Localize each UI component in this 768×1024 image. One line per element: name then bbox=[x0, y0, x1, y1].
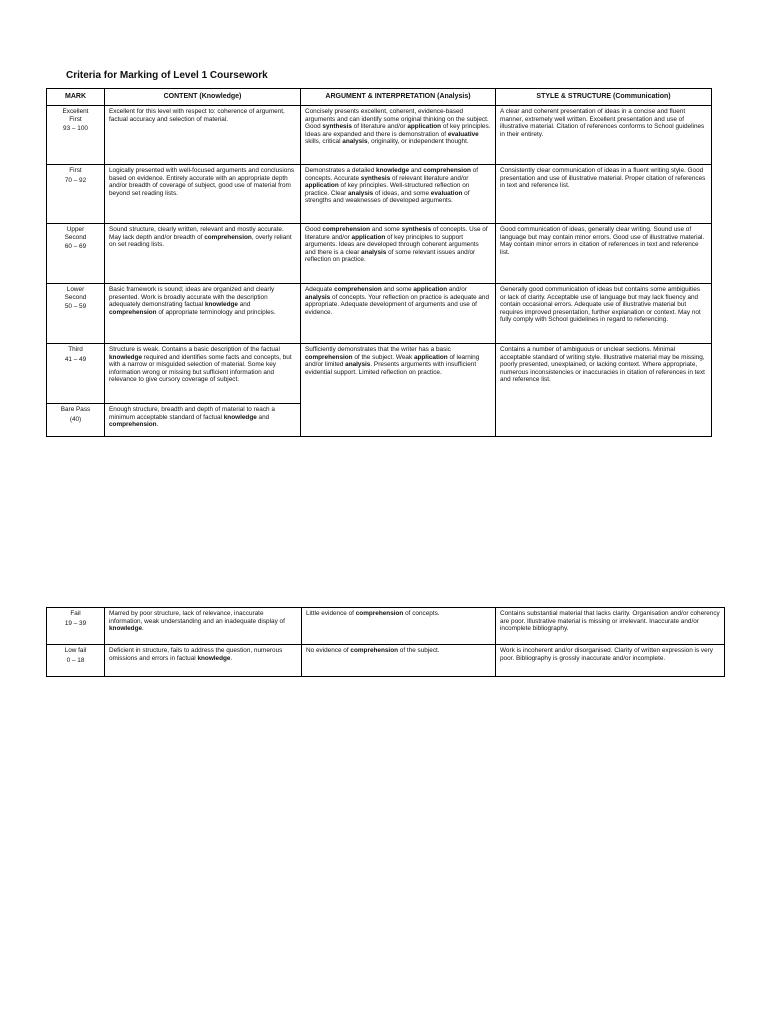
emphasis-term: comprehension bbox=[204, 233, 252, 241]
content-cell bbox=[105, 645, 302, 677]
emphasis-term: comprehension bbox=[305, 353, 353, 361]
cell-text: Concisely presents excellent, coherent, evidence-based arguments and can identify some original thinking on the subject. Good bbox=[305, 108, 489, 130]
cell-text: Generally good communication of ideas but contains some ambiguities or lack of clarity. Acceptable use of language but may lack fluency and contain occasional errors. Adequate use of illustrative material but requires improved presentation, further explanation or context. May not fully comply with School guidelines in regard to referencing. bbox=[500, 286, 701, 323]
criteria-table bbox=[46, 88, 712, 437]
mark-range: 50 – 59 bbox=[64, 303, 87, 310]
cell-text: of literature and/or bbox=[351, 123, 408, 130]
emphasis-term: application bbox=[413, 286, 448, 293]
content-cell bbox=[105, 284, 301, 344]
emphasis-term: comprehension bbox=[109, 308, 157, 316]
content-cell bbox=[105, 344, 301, 404]
mark-range: 19 – 39 bbox=[64, 619, 87, 627]
cell-text: of the subject. bbox=[398, 647, 440, 654]
mark-label: Upper bbox=[66, 226, 85, 233]
table-row bbox=[47, 165, 712, 224]
cell-text: Sound structure, clearly written, relevant and mostly accurate. May lack depth and/or breadth of bbox=[109, 226, 284, 241]
cell-text: Contains a number of ambiguous or unclear sections. Minimal acceptable standard of writing style. Illustrative material may be missing, poorly presented, unexplained, or lacking context. Where appropriate, numerous inconsistencies or inaccuracies in citation of references in text and reference list. bbox=[500, 346, 705, 383]
cell-text: Basic framework is sound; ideas are organized and clearly presented. Work is broadly accurate with the description adequately demonstrating factual bbox=[109, 286, 275, 308]
mark-range: 41 – 49 bbox=[64, 355, 87, 363]
cell-text: of key principles. Ideas are expanded and there is demonstration of bbox=[305, 123, 491, 138]
emphasis-term: analysis bbox=[347, 189, 374, 197]
cell-text: Work is incoherent and/or disorganised. Clarity of written expression is very poor. Bibliography is grossly inaccurate and/or incomplete. bbox=[500, 647, 713, 662]
emphasis-term: synthesis bbox=[360, 174, 391, 182]
header-content: CONTENT (Knowledge) bbox=[105, 89, 301, 106]
table-row bbox=[47, 224, 712, 284]
emphasis-term: comprehension bbox=[355, 610, 404, 617]
argument-cell bbox=[301, 344, 496, 437]
style-cell bbox=[496, 106, 712, 165]
emphasis-term: evaluation bbox=[430, 189, 463, 197]
cell-text: Deficient in structure, fails to address the question, numerous omissions and errors in factual bbox=[109, 647, 283, 662]
cell-text: of learning and/or limited bbox=[305, 353, 480, 368]
mark-range: 70 – 92 bbox=[64, 176, 87, 184]
cell-text: of key principles. Well-structured reflection on practice. Clear bbox=[305, 182, 470, 197]
cell-text: Excellent for this level with respect to: coherence of argument, factual accuracy and selection of material. bbox=[109, 108, 285, 123]
cell-text: , overly reliant on set reading lists. bbox=[109, 233, 292, 248]
header-mark: MARK bbox=[47, 89, 105, 106]
cell-text: and bbox=[409, 167, 424, 174]
mark-label: Fail bbox=[70, 610, 81, 617]
argument-cell bbox=[301, 224, 496, 284]
emphasis-term: evaluative bbox=[447, 130, 479, 138]
emphasis-term: synthesis bbox=[401, 226, 432, 233]
emphasis-term: comprehension bbox=[109, 421, 157, 428]
cell-text: of some relevant issues and/or reflection on practice. bbox=[305, 248, 476, 263]
cell-text: of concepts. Your reflection on practice is adequate and appropriate. Adequate development of arguments and use of evidence. bbox=[305, 293, 490, 316]
header-style: STYLE & STRUCTURE (Communication) bbox=[496, 89, 712, 106]
cell-text: of concepts. Accurate bbox=[305, 167, 478, 182]
cell-text: . bbox=[142, 625, 144, 632]
cell-text: No evidence of bbox=[306, 647, 351, 654]
emphasis-term: knowledge bbox=[197, 654, 231, 662]
emphasis-term: analysis bbox=[345, 361, 371, 368]
emphasis-term: knowledge bbox=[376, 167, 410, 174]
header-row bbox=[47, 89, 712, 106]
cell-text: Sufficiently demonstrates that the writer has a basic bbox=[305, 346, 451, 353]
content-cell bbox=[105, 608, 302, 645]
cell-text: of strengths and weaknesses of developed arguments. bbox=[305, 189, 470, 204]
argument-cell bbox=[301, 106, 496, 165]
cell-text: Logically presented with well-focused arguments and conclusions based on evidence. Entirely accurate with an appropriate depth and/or breadth of coverage of subject, good use of material from beyond set reading lists. bbox=[109, 167, 295, 197]
cell-text: Little evidence of bbox=[306, 610, 356, 617]
emphasis-term: knowledge bbox=[109, 353, 143, 361]
emphasis-term: knowledge bbox=[109, 625, 143, 632]
content-cell bbox=[105, 165, 301, 224]
emphasis-term: application bbox=[351, 233, 386, 241]
fail-criteria-table bbox=[46, 607, 725, 677]
cell-text: skills, critical bbox=[305, 138, 343, 145]
cell-text: Structure is weak. Contains a basic description of the factual bbox=[109, 346, 280, 353]
cell-text: Contains substantial material that lacks clarity. Organisation and/or coherency are poor. Illustrative material is missing or irrelevant. Inaccurate and/or incomplete bibliography. bbox=[500, 610, 720, 632]
table-row bbox=[47, 106, 712, 165]
mark-cell bbox=[47, 106, 105, 165]
cell-text: and/or bbox=[447, 286, 467, 293]
mark-label: Low fail bbox=[64, 647, 87, 654]
mark-label: Excellent bbox=[62, 108, 89, 115]
style-cell bbox=[496, 608, 725, 645]
mark-range: 93 – 100 bbox=[63, 125, 88, 132]
cell-text: Good communication of ideas, generally clear writing. Sound use of language but may contain minor errors. Good use of illustrative material. May contain minor errors in citation of references in text and reference list. bbox=[500, 226, 705, 256]
argument-cell bbox=[301, 165, 496, 224]
cell-text: and bbox=[256, 413, 270, 421]
mark-cell bbox=[47, 645, 105, 677]
cell-text: of relevant literature and/or bbox=[390, 174, 469, 182]
mark-cell bbox=[47, 224, 105, 284]
cell-text: Enough structure, breadth and depth of material to reach a minimum acceptable standard of factual bbox=[109, 406, 275, 421]
style-cell bbox=[496, 645, 725, 677]
content-cell bbox=[105, 404, 301, 437]
mark-range: 60 – 69 bbox=[64, 243, 87, 250]
mark-cell bbox=[47, 165, 105, 224]
argument-cell bbox=[302, 645, 496, 677]
cell-text: . bbox=[156, 421, 159, 428]
emphasis-term: application bbox=[413, 353, 448, 361]
mark-cell bbox=[47, 404, 105, 437]
cell-text: , originality, or independent thought. bbox=[367, 138, 469, 145]
table-row bbox=[47, 645, 725, 677]
emphasis-term: comprehension bbox=[423, 167, 471, 174]
emphasis-term: analysis bbox=[361, 248, 387, 256]
mark-label: First bbox=[69, 115, 82, 123]
cell-text: A clear and coherent presentation of ideas in a concise and fluent manner, extremely well written. Excellent presentation and use of illustrative material. Citation of references conforms to School guidelines in their entirety. bbox=[500, 108, 705, 138]
cell-text: and some bbox=[381, 286, 414, 293]
cell-text: of appropriate terminology and principles. bbox=[156, 308, 276, 316]
style-cell bbox=[496, 284, 712, 344]
content-cell bbox=[105, 106, 301, 165]
mark-label: Lower bbox=[66, 286, 85, 293]
cell-text: . bbox=[230, 654, 233, 662]
table-row bbox=[47, 344, 712, 404]
emphasis-term: comprehension bbox=[322, 226, 371, 233]
mark-cell bbox=[47, 284, 105, 344]
emphasis-term: analysis bbox=[305, 293, 331, 301]
cell-text: Adequate bbox=[305, 286, 335, 293]
mark-label: Second bbox=[64, 233, 87, 241]
cell-text: Good bbox=[305, 226, 323, 233]
cell-text: and some bbox=[370, 226, 402, 233]
mark-range: (40) bbox=[69, 415, 82, 423]
cell-text: of concepts. bbox=[403, 610, 440, 617]
mark-label: First bbox=[69, 167, 82, 174]
table-row bbox=[47, 608, 725, 645]
emphasis-term: knowledge bbox=[204, 301, 238, 308]
mark-label: Third bbox=[68, 346, 83, 353]
emphasis-term: comprehension bbox=[350, 647, 399, 654]
emphasis-term: knowledge bbox=[223, 413, 257, 421]
header-argument: ARGUMENT & INTERPRETATION (Analysis) bbox=[301, 89, 496, 106]
mark-label: Bare Pass bbox=[60, 406, 91, 413]
cell-text: of concepts. Use of literature and/or bbox=[305, 226, 488, 241]
mark-cell bbox=[47, 344, 105, 404]
mark-cell bbox=[47, 608, 105, 645]
style-cell bbox=[496, 165, 712, 224]
style-cell bbox=[496, 224, 712, 284]
emphasis-term: comprehension bbox=[334, 286, 382, 293]
cell-text: of the subject. Weak bbox=[352, 353, 414, 361]
cell-text: Consistently clear communication of ideas in a fluent writing style. Good presentation and use of illustrative material. Proper citation of references in text and reference list. bbox=[500, 167, 706, 189]
emphasis-term: application bbox=[407, 123, 442, 130]
table-row bbox=[47, 284, 712, 344]
cell-text: of ideas, and some bbox=[373, 189, 431, 197]
page-title: Criteria for Marking of Level 1 Coursework bbox=[66, 70, 268, 81]
cell-text: of key principles to support arguments. Ideas are developed through coherent arguments and there is a clear bbox=[305, 233, 479, 256]
cell-text: Demonstrates a detailed bbox=[305, 167, 377, 174]
cell-text: . Presents arguments with insufficient evidential support. Limited reflection on practice. bbox=[305, 361, 477, 376]
argument-cell bbox=[302, 608, 496, 645]
argument-cell bbox=[301, 284, 496, 344]
cell-text: Marred by poor structure, lack of relevance, inaccurate information, weak understanding and an inadequate display of bbox=[109, 610, 285, 625]
emphasis-term: application bbox=[305, 182, 339, 189]
cell-text: and bbox=[237, 301, 251, 308]
mark-label: Second bbox=[64, 293, 87, 301]
style-cell bbox=[496, 344, 712, 437]
cell-text: required and identifies some facts and concepts, but with a narrow or misguided selection of material. Some key information wrong or missing but sufficient information and relevance to give cursory coverage of subject. bbox=[109, 353, 292, 383]
emphasis-term: analysis bbox=[342, 138, 368, 145]
emphasis-term: synthesis bbox=[322, 123, 352, 130]
content-cell bbox=[105, 224, 301, 284]
mark-range: 0 – 18 bbox=[66, 656, 85, 664]
